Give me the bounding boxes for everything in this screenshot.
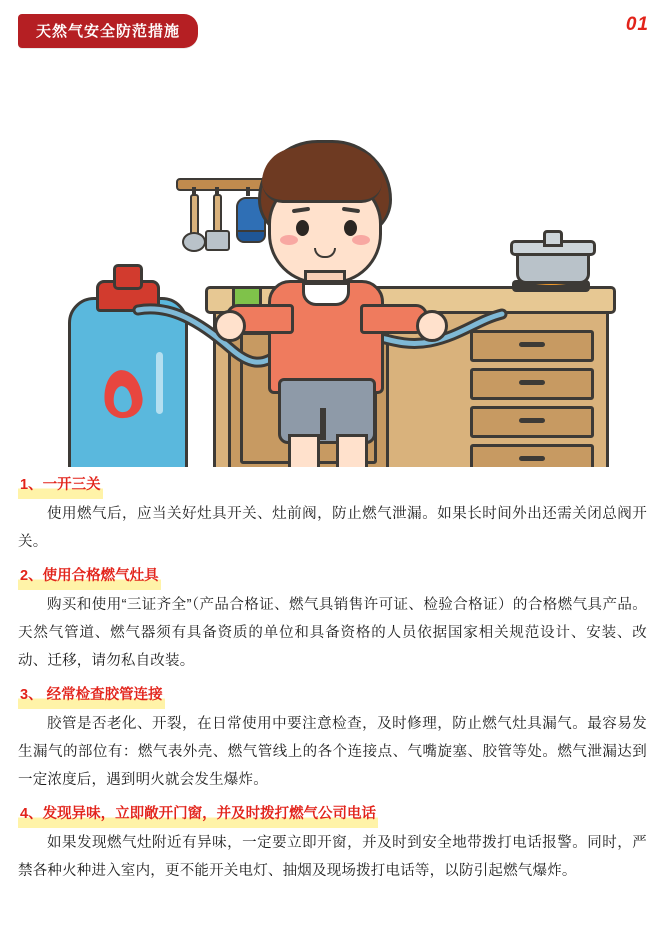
- section-paragraph: 胶管是否老化、开裂，在日常使用中要注意检查，及时修理，防止燃气灶具漏气。最容易发生漏气的部位有：燃气表外壳、燃气管线上的各个连接点、气嘴旋塞、胶管等处。燃气泄漏达到一定浓度后，遇到明火就会发生爆炸。: [18, 716, 647, 788]
- boy-blush: [280, 235, 298, 245]
- page-number: 01: [625, 14, 649, 35]
- boy-eye: [344, 220, 357, 236]
- boy-blush: [352, 235, 370, 245]
- boy-hand-left: [214, 310, 246, 342]
- boy-hand-right: [416, 310, 448, 342]
- section-paragraph: 使用燃气后，应当关好灶具开关、灶前阀，防止燃气泄漏。如果长时间外出还需关闭总阀开关。: [18, 506, 647, 550]
- ladle-head-icon: [182, 232, 206, 252]
- page-header: [0, 0, 665, 52]
- spatula-head-icon: [205, 230, 230, 251]
- drawer: [470, 444, 594, 467]
- article-body: [0, 467, 665, 897]
- section-paragraph: 购买和使用“三证齐全”（产品合格证、燃气具销售许可证、检验合格证）的合格燃气具产品。天然气管道、燃气器须有具备资质的单位和具备资格的人员依据国家相关规范设计、安装、改动、迁移，请勿私自改装。: [18, 597, 647, 669]
- boy-fringe: [262, 148, 382, 203]
- rack-hook-icon: [246, 187, 250, 196]
- section-heading: 3、 经常检查胶管连接: [18, 681, 165, 709]
- boy-collar: [302, 282, 350, 306]
- section-1: [18, 467, 647, 556]
- boy-leg-left: [288, 434, 320, 467]
- boy-shorts-split: [320, 408, 326, 440]
- boy-leg-right: [336, 434, 368, 467]
- cylinder-valve: [113, 264, 143, 290]
- section-heading: 1、一开三关: [18, 471, 103, 499]
- utensil-rack: [176, 178, 272, 191]
- section-3: [18, 677, 647, 794]
- kitchen-illustration: [0, 52, 665, 467]
- boy-eye: [296, 220, 309, 236]
- section-heading: 4、发现异味，立即敞开门窗，并及时拨打燃气公司电话: [18, 800, 378, 828]
- section-paragraph: 如果发现燃气灶附近有异味，一定要立即开窗，并及时到安全地带拨打电话报警。同时，严禁各种火种进入室内，更不能开关电灯、抽烟及现场拨打电话等，以防引起燃气爆炸。: [18, 835, 647, 879]
- section-heading: 2、使用合格燃气灶具: [18, 562, 161, 590]
- section-4: [18, 796, 647, 885]
- page-title: 天然气安全防范措施: [18, 14, 198, 48]
- section-2: [18, 558, 647, 675]
- pot-knob: [543, 230, 563, 247]
- oven-mitt-cuff: [236, 230, 266, 243]
